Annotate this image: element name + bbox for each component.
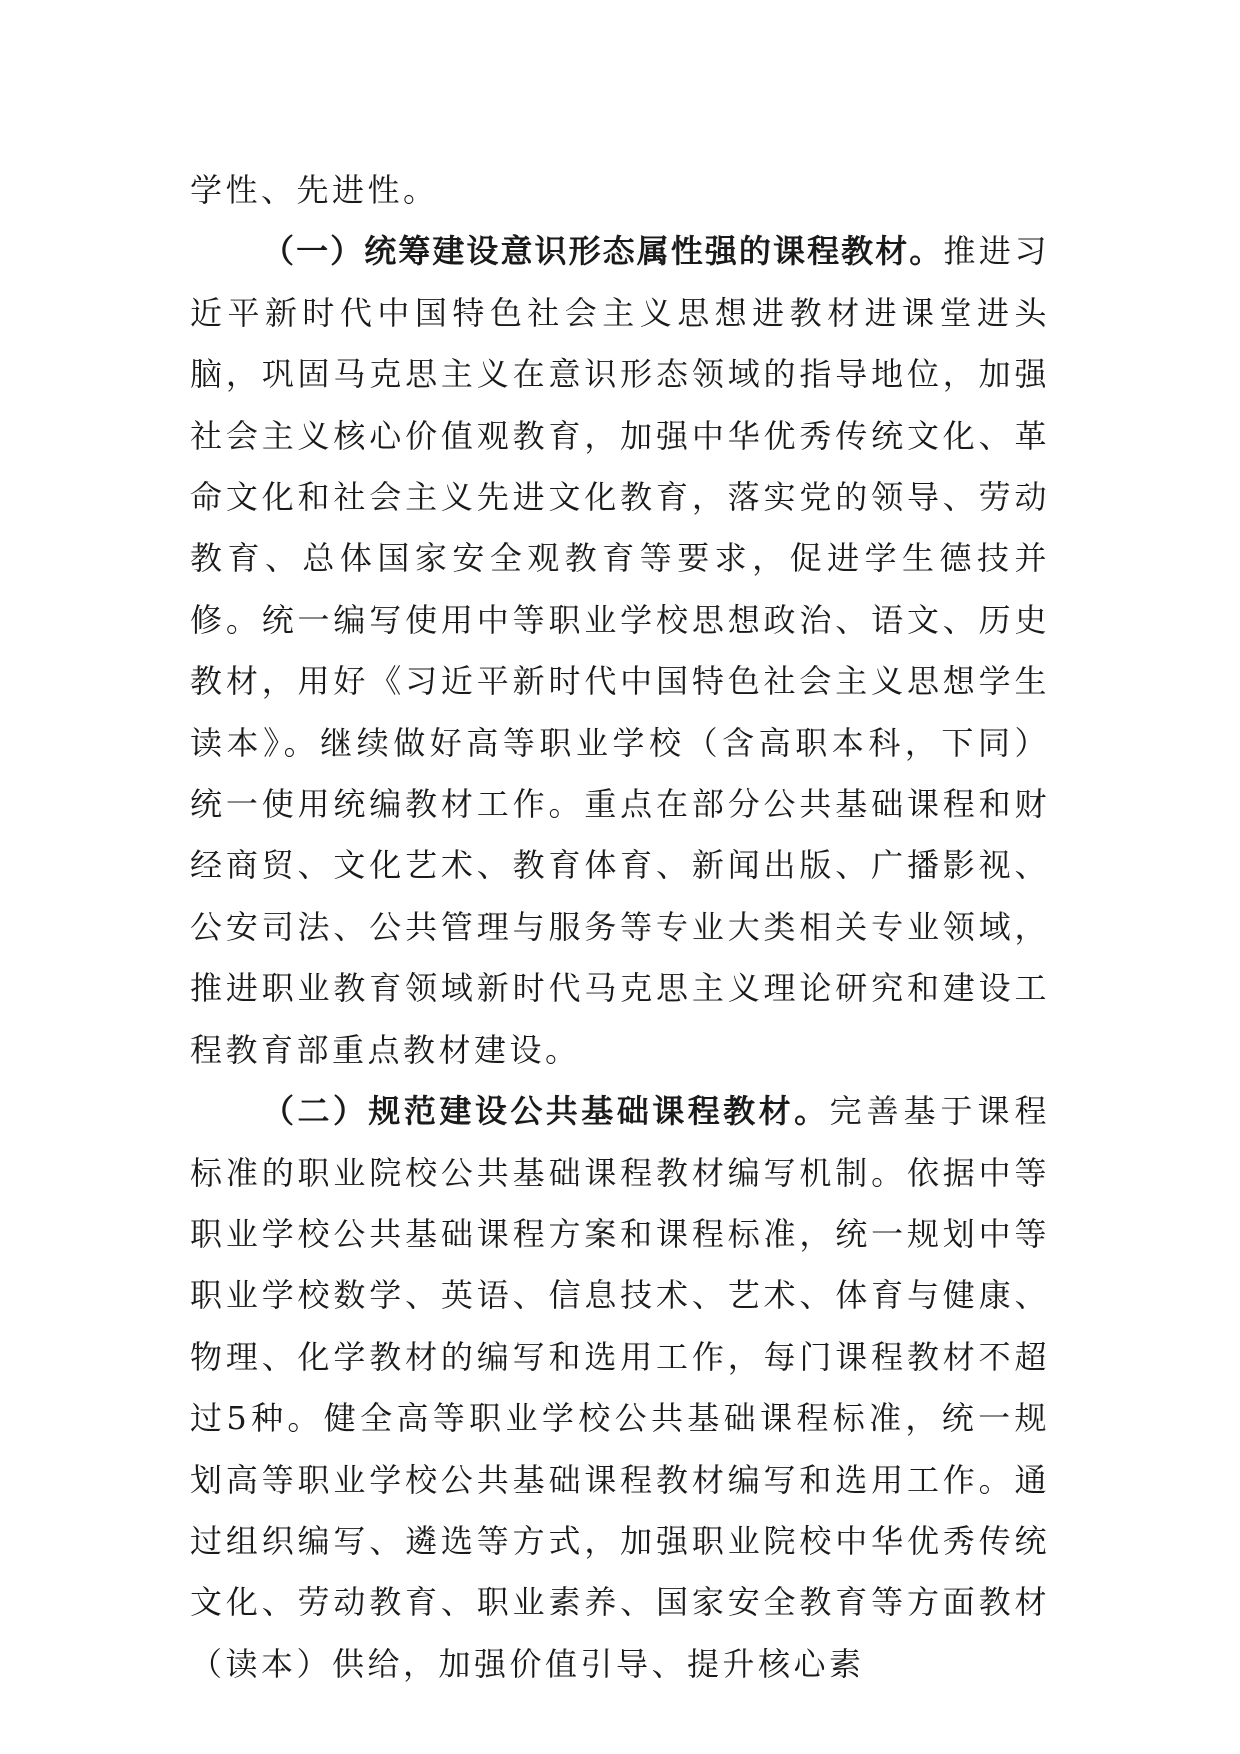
section-2-heading: （二）规范建设公共基础课程教材。 (262, 1092, 830, 1131)
continuation-paragraph: 学性、先进性。 (190, 171, 439, 209)
section-2-paragraph (190, 1081, 1050, 1695)
section-1-body: 推进习近平新时代中国特色社会主义思想进教材进课堂进头脑，巩固马克思主义在意识形态领域的指导地位，加强社会主义核心价值观教育，加强中华优秀传统文化、革命文化和社会主义先进文化教育，落实党的领导、劳动教育、总体国家安全观教育等要求，促进学生德技并修。统一编写使用中等职业学校思想政治、语文、历史教材，用好《习近平新时代中国特色社会主义思想学生读本》。继续做好高等职业学校（含高职本科，下同）统一使用统编教材工作。重点在部分公共基础课程和财经商贸、文化艺术、教育体育、新闻出版、广播影视、公安司法、公共管理与服务等专业大类相关专业领域，推进职业教育领域新时代马克思主义理论研究和建设工程教育部重点教材建设。 (190, 232, 1050, 1069)
document-body (190, 160, 1050, 1695)
section-1-heading: （一）统筹建设意识形态属性强的课程教材。 (262, 232, 944, 271)
section-2-body: 完善基于课程标准的职业院校公共基础课程教材编写机制。依据中等职业学校公共基础课程方案和课程标准，统一规划中等职业学校数学、英语、信息技术、艺术、体育与健康、物理、化学教材的编写和选用工作，每门课程教材不超过5种。健全高等职业学校公共基础课程标准，统一规划高等职业学校公共基础课程教材编写和选用工作。通过组织编写、遴选等方式，加强职业院校中华优秀传统文化、劳动教育、职业素养、国家安全教育等方面教材（读本）供给，加强价值引导、提升核心素 (190, 1092, 1050, 1683)
section-1-paragraph (190, 221, 1050, 1081)
